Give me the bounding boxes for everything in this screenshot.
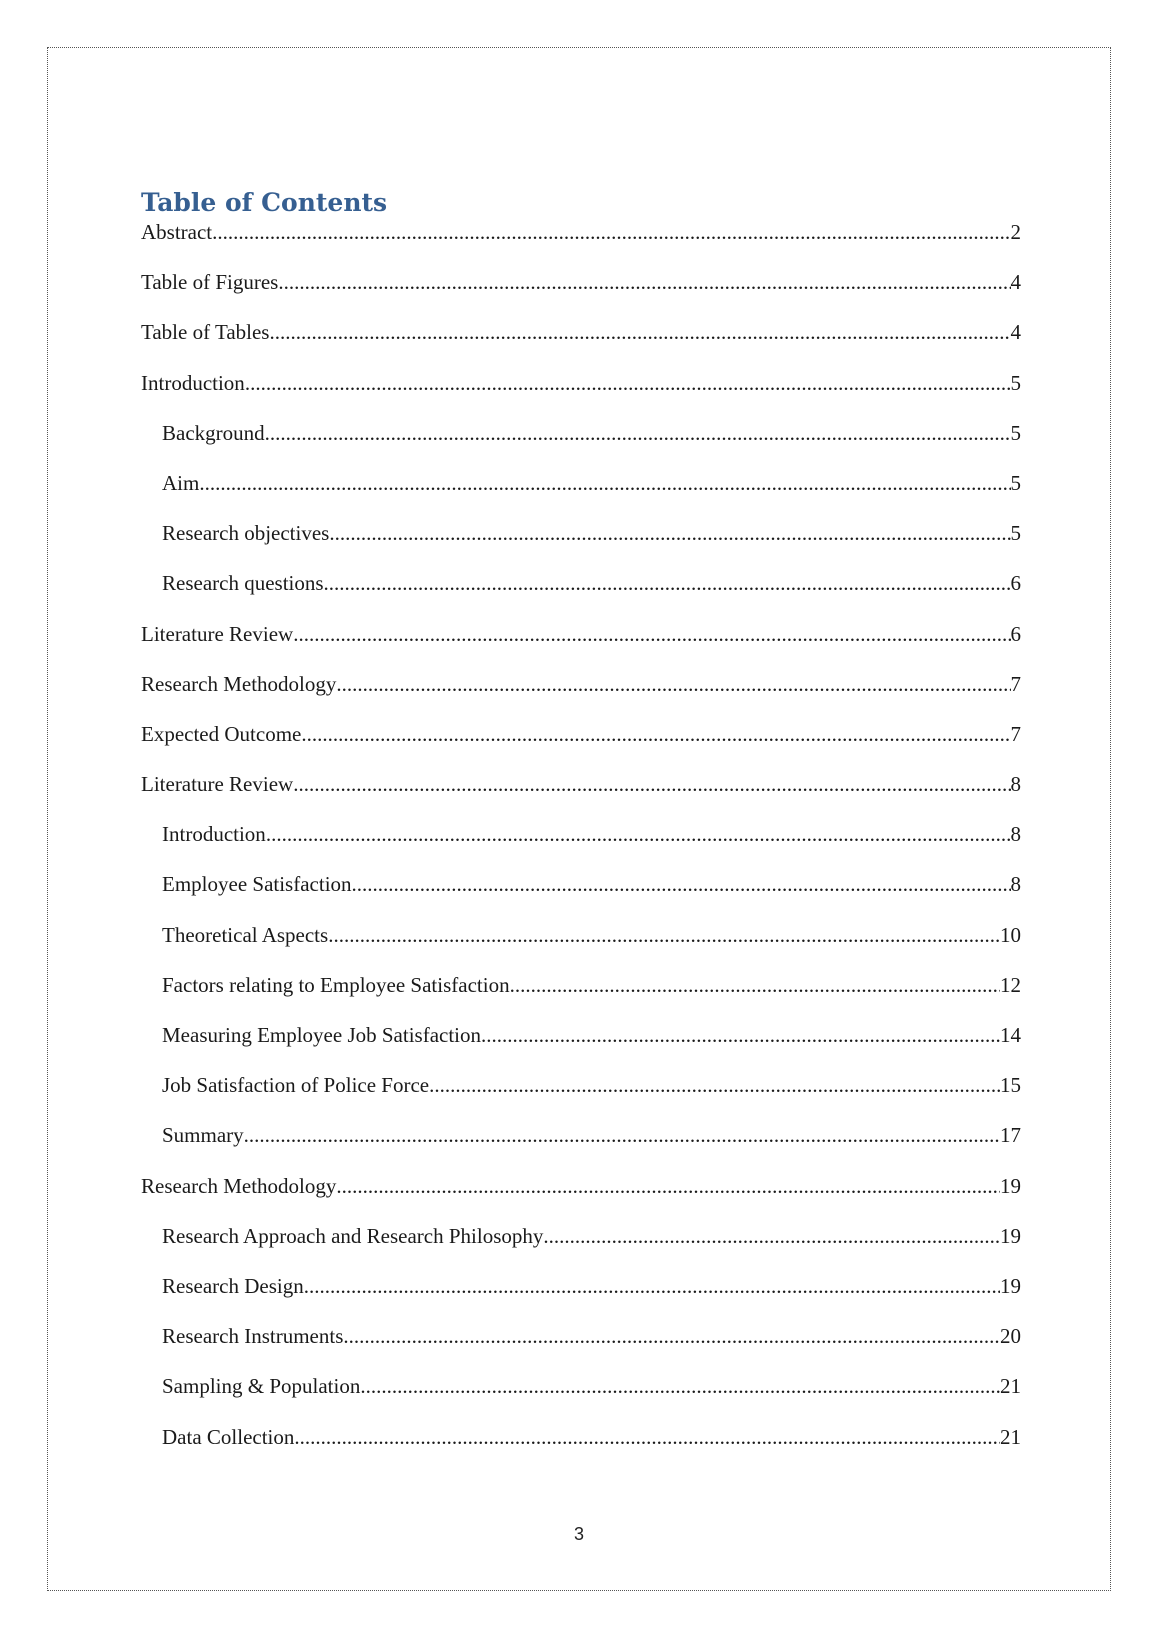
page-number: 3 xyxy=(573,1524,584,1544)
toc-entry-page: 15 xyxy=(1000,1073,1021,1098)
toc-entry-label: Literature Review xyxy=(141,772,294,797)
toc-entry[interactable] xyxy=(141,1274,1021,1324)
toc-entry-label: Job Satisfaction of Police Force xyxy=(162,1073,430,1098)
dot-leader xyxy=(245,371,1011,395)
toc-entry-page: 5 xyxy=(1010,470,1021,495)
toc-entry-label: Research Design xyxy=(162,1273,304,1298)
dot-leader xyxy=(266,822,1011,846)
toc-entry-page: 5 xyxy=(1010,370,1021,395)
toc-entry[interactable] xyxy=(141,672,1021,722)
toc-entry-label: Aim xyxy=(162,470,200,495)
toc-entry[interactable] xyxy=(141,1425,1021,1475)
dot-leader xyxy=(293,622,1010,646)
toc-entry-page: 20 xyxy=(1000,1324,1021,1349)
toc-list xyxy=(141,220,1021,1475)
toc-entry-label: Theoretical Aspects xyxy=(162,922,329,947)
toc-entry-page: 7 xyxy=(1010,721,1021,746)
toc-entry-label: Research Methodology xyxy=(141,1173,337,1198)
toc-entry-page: 6 xyxy=(1010,571,1021,596)
toc-entry-page: 17 xyxy=(1000,1123,1021,1148)
toc-entry[interactable] xyxy=(141,220,1021,270)
toc-entry-label: Introduction xyxy=(162,822,266,847)
toc-entry-page: 19 xyxy=(1000,1273,1021,1298)
toc-entry-page: 7 xyxy=(1010,671,1021,696)
toc-entry[interactable] xyxy=(141,822,1021,872)
toc-entry-label: Research Approach and Research Philosophy xyxy=(162,1223,544,1248)
toc-entry[interactable] xyxy=(141,270,1021,320)
dot-leader xyxy=(510,973,1000,997)
toc-entry[interactable] xyxy=(141,872,1021,922)
toc-entry-label: Background xyxy=(162,420,265,445)
toc-entry-page: 8 xyxy=(1010,822,1021,847)
toc-entry[interactable] xyxy=(141,722,1021,772)
toc-entry-label: Abstract xyxy=(141,220,213,244)
toc-entry-page: 14 xyxy=(1000,1023,1021,1047)
toc-entry-page: 21 xyxy=(1000,1374,1021,1399)
dot-leader xyxy=(324,571,1011,595)
toc-entry-page: 4 xyxy=(1010,270,1021,295)
toc-entry-label: Summary xyxy=(162,1123,244,1148)
toc-entry-label: Introduction xyxy=(141,370,245,395)
toc-entry-label: Table of Tables xyxy=(141,320,270,345)
dot-leader xyxy=(481,1023,1000,1047)
dot-leader xyxy=(429,1073,1000,1097)
dot-leader xyxy=(336,672,1010,696)
dot-leader xyxy=(301,722,1010,746)
dot-leader xyxy=(244,1123,1000,1147)
toc-entry-label: Expected Outcome xyxy=(141,721,302,746)
toc-entry-page: 19 xyxy=(1000,1173,1021,1198)
dot-leader xyxy=(328,923,1000,947)
toc-entry-page: 5 xyxy=(1010,521,1021,546)
toc-entry-page: 8 xyxy=(1010,772,1021,797)
toc-entry[interactable] xyxy=(141,1123,1021,1173)
toc-entry[interactable] xyxy=(141,320,1021,370)
toc-entry[interactable] xyxy=(141,1023,1021,1073)
toc-entry-page: 2 xyxy=(1010,220,1021,244)
toc-entry[interactable] xyxy=(141,571,1021,621)
toc-entry-label: Research questions xyxy=(162,571,324,596)
dot-leader xyxy=(360,1374,1000,1398)
toc-entry-page: 6 xyxy=(1010,621,1021,646)
dot-leader xyxy=(329,521,1010,545)
toc-entry-label: Research Methodology xyxy=(141,671,337,696)
table-of-contents xyxy=(141,186,1021,1475)
toc-entry-page: 19 xyxy=(1000,1223,1021,1248)
toc-entry[interactable] xyxy=(141,772,1021,822)
dot-leader xyxy=(294,1425,1000,1449)
toc-entry[interactable] xyxy=(141,1073,1021,1123)
toc-entry-page: 5 xyxy=(1010,420,1021,445)
dot-leader xyxy=(336,1174,1000,1198)
dot-leader xyxy=(352,872,1011,896)
toc-entry-page: 21 xyxy=(1000,1424,1021,1449)
toc-entry[interactable] xyxy=(141,973,1021,1023)
dot-leader xyxy=(265,421,1011,445)
toc-entry[interactable] xyxy=(141,421,1021,471)
toc-entry[interactable] xyxy=(141,1224,1021,1274)
dot-leader xyxy=(278,270,1010,294)
toc-entry[interactable] xyxy=(141,923,1021,973)
toc-entry-label: Data Collection xyxy=(162,1424,295,1449)
dot-leader xyxy=(343,1324,1000,1348)
toc-entry-page: 4 xyxy=(1010,320,1021,345)
toc-entry-label: Table of Figures xyxy=(141,270,279,295)
toc-entry-label: Literature Review xyxy=(141,621,294,646)
toc-entry-label: Research objectives xyxy=(162,521,330,546)
toc-entry-label: Measuring Employee Job Satisfaction xyxy=(162,1023,482,1047)
dot-leader xyxy=(304,1274,1000,1298)
toc-entry-label: Factors relating to Employee Satisfaction xyxy=(162,972,510,997)
toc-title: Table of Contents xyxy=(141,188,388,217)
toc-entry-page: 8 xyxy=(1010,872,1021,897)
toc-entry-label: Research Instruments xyxy=(162,1324,344,1349)
toc-entry[interactable] xyxy=(141,622,1021,672)
toc-entry-label: Sampling & Population xyxy=(162,1374,361,1399)
dot-leader xyxy=(199,471,1010,495)
dot-leader xyxy=(212,220,1010,244)
toc-entry-page: 10 xyxy=(1000,922,1021,947)
toc-entry[interactable] xyxy=(141,521,1021,571)
toc-entry[interactable] xyxy=(141,471,1021,521)
dot-leader xyxy=(293,772,1010,796)
toc-entry-page: 12 xyxy=(1000,972,1021,997)
dot-leader xyxy=(543,1224,1000,1248)
toc-entry-label: Employee Satisfaction xyxy=(162,872,352,897)
toc-entry[interactable] xyxy=(141,371,1021,421)
toc-entry[interactable] xyxy=(141,1374,1021,1424)
toc-entry[interactable] xyxy=(141,1174,1021,1224)
toc-entry[interactable] xyxy=(141,1324,1021,1374)
dot-leader xyxy=(269,320,1010,344)
